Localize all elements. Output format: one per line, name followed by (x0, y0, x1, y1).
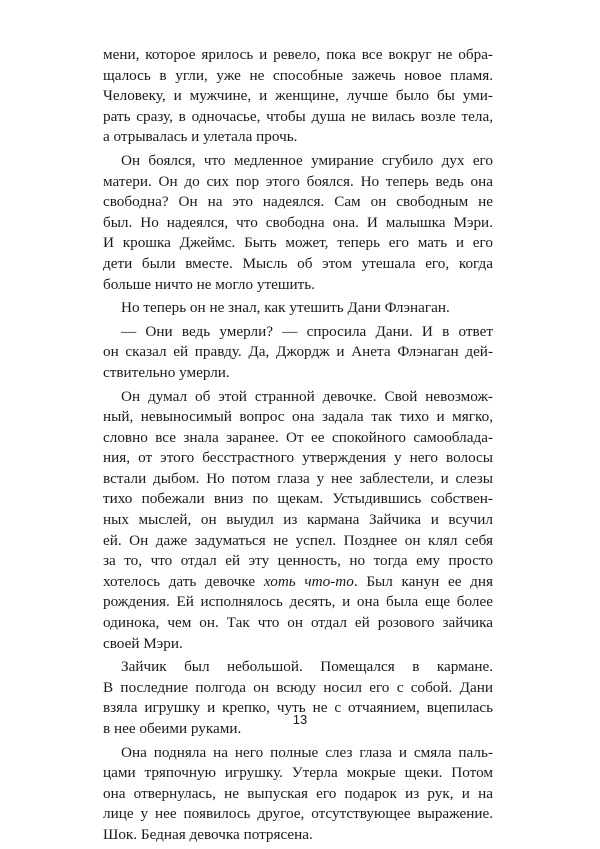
text-line: ствительно умерли. (103, 363, 230, 381)
text-line: Человеку, и мужчине, и женщине, лучше было бы уми- (103, 87, 493, 105)
italic-emphasis: хоть что-то (263, 572, 354, 590)
text-line: Зайчик был небольшой. Помещался в кармане. (121, 658, 493, 676)
paragraph (103, 151, 493, 295)
text-line: щалось в угли, уже не способные зажечь новое пламя. (103, 66, 493, 84)
text-line: ный, невыносимый вопрос она задала так тихо и мягко, (103, 408, 493, 426)
text-line: лице у нее появилось другое, отсутствующее выражение. (103, 805, 493, 823)
text-line: был. Но надеялся, что свободна она. И малышка Мэри. (103, 213, 493, 231)
text-line: свободна? Он на это надеялся. Сам он свободным не (103, 193, 493, 211)
text-line: Шок. Бедная девочка потрясена. (103, 825, 313, 843)
text-line: своей Мэри. (103, 634, 183, 652)
text-line: И крошка Джеймс. Быть может, теперь его мать и его (103, 234, 493, 252)
text-line: матери. Он до сих пор этого боялся. Но теперь ведь она (103, 172, 493, 190)
paragraph (103, 298, 493, 319)
text-line: ей. Он даже задуматься не успел. Позднее он клял себя (103, 531, 493, 549)
text-line: она отвернулась, не выпуская его подарок из рук, и на (103, 784, 493, 802)
body-text (103, 45, 493, 849)
text-line: он сказал ей правду. Да, Джордж и Анета Флэнаган дей- (103, 343, 493, 361)
text-line: — Они ведь умерли? — спросила Дани. И в ответ (121, 322, 493, 340)
text-line: ных мыслей, он выудил из кармана Зайчика и всучил (103, 511, 493, 529)
paragraph (103, 387, 493, 655)
text-line: словно все знала заранее. От ее спокойного самооблада- (103, 428, 493, 446)
text-line: а отрывалась и улетала прочь. (103, 128, 298, 146)
text-line: рать сразу, в одночасье, чтобы душа не вилась возле тела, (103, 107, 493, 125)
text-line: в нее обеими руками. (103, 720, 242, 737)
page-number: 13 (292, 712, 308, 727)
text-line: Но теперь он не знал, как утешить Дани Флэнаган. (121, 299, 450, 317)
text-line: Он думал об этой странной девочке. Свой невозмож- (121, 387, 493, 405)
text-line: Он боялся, что медленное умирание сгубило дух его (121, 151, 493, 169)
text-line: дети были вместе. Мысль об этом утешала его, когда (103, 254, 493, 272)
text-line: Она подняла на него полные слез глаза и смяла паль- (121, 743, 493, 761)
text-line: рождения. Ей исполнялось десять, и она была еще более (103, 593, 493, 611)
text-line: взяла игрушку и крепко, чуть не с отчаянием, вцепилась (103, 699, 493, 717)
paragraph (103, 45, 493, 148)
paragraph (103, 657, 493, 739)
text-line: за то, что отдал ей эту ценность, но тогда ему просто (103, 552, 493, 570)
text-line: больше ничто не могло утешить. (103, 275, 316, 293)
text-line: цами тряпочную игрушку. Утерла мокрые щеки. Потом (103, 764, 493, 782)
paragraph (103, 322, 493, 384)
text-line: В последние полгода он всюду носил его с собой. Дани (103, 678, 493, 696)
text-line: тихо побежали вниз по щекам. Устыдившись собствен- (103, 490, 493, 508)
text-line: хотелось дать девочке хоть что-то. Был канун ее дня (103, 572, 493, 590)
text-line: мени, которое ярилось и ревело, пока все вокруг не обра- (103, 46, 493, 63)
text-line: ния, от этого бесстрастного утверждения у него волосы (103, 449, 493, 467)
paragraph (103, 743, 493, 846)
text-line: одинока, чем он. Так что он отдал ей розового зайчика (103, 614, 493, 632)
text-line: встали дыбом. Но потом глаза у нее заблестели, и слезы (103, 469, 493, 487)
